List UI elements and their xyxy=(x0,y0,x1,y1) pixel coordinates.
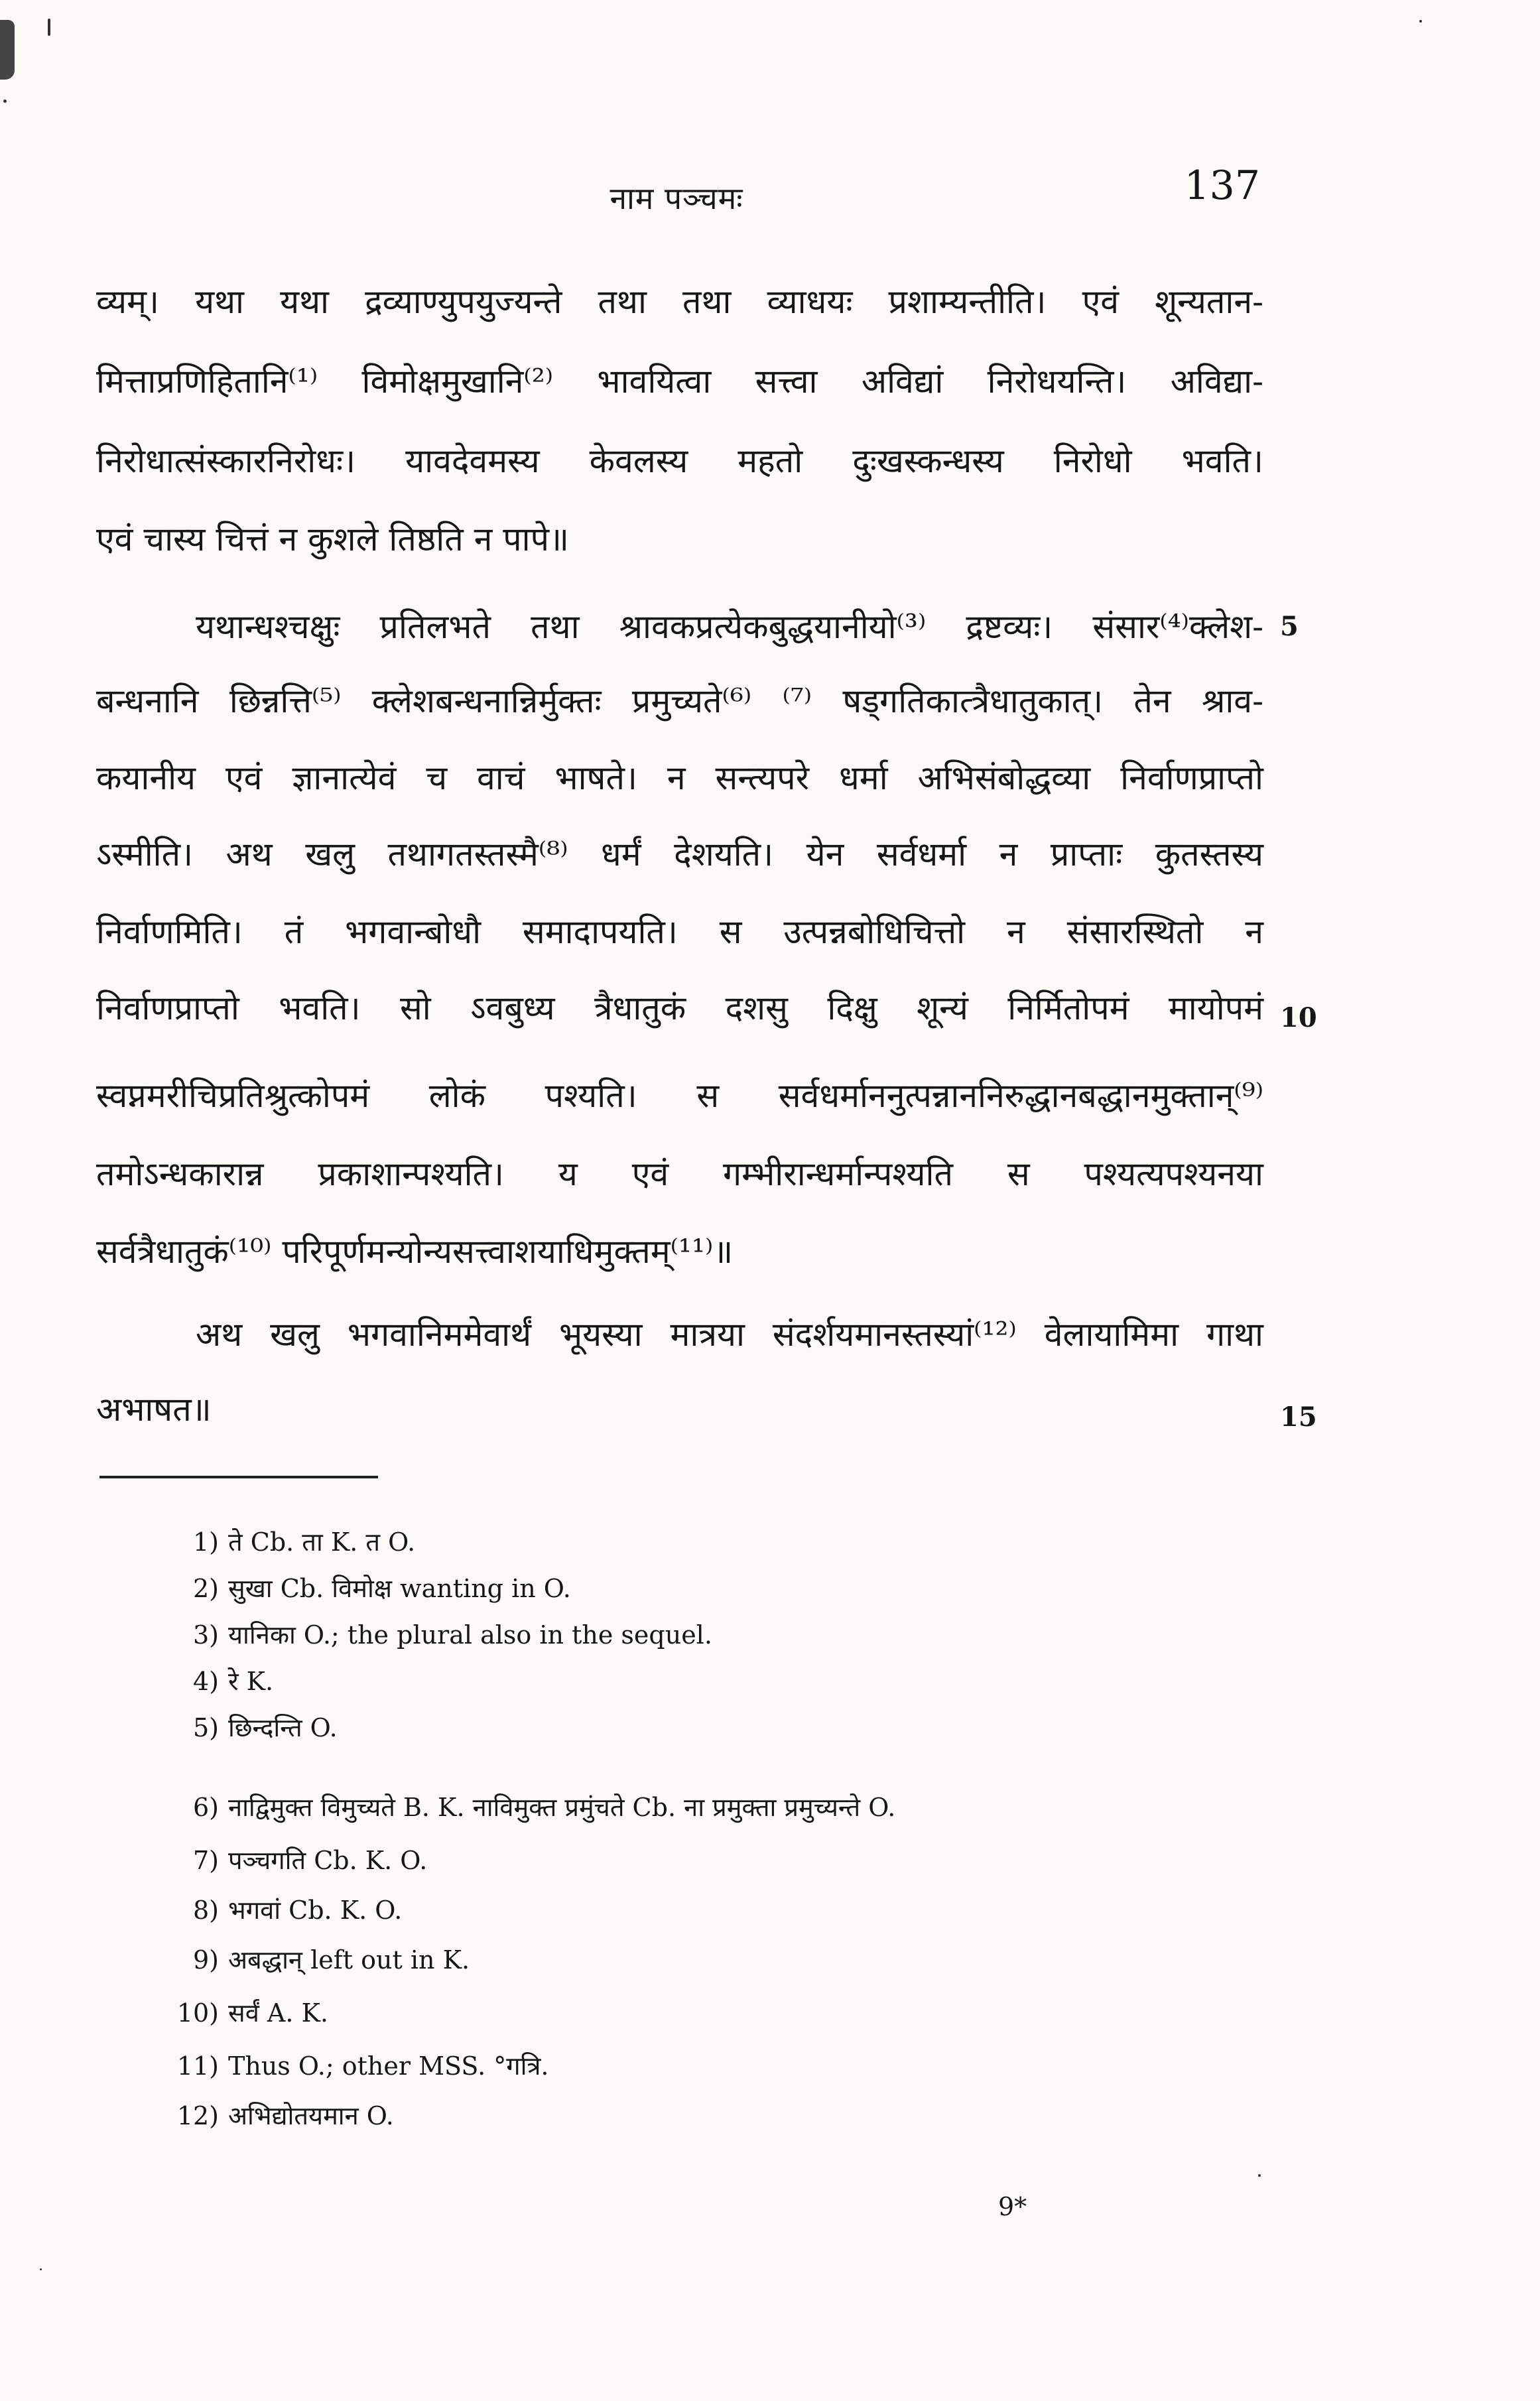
body-line: तमोऽन्धकारान्न प्रकाशान्पश्यति। य एवं गम्भीरान्धर्मान्पश्यति स पश्यत्यपश्यनया xyxy=(96,1155,1263,1193)
footnote-text: नाद्विमुक्त विमुच्यते B. K. नाविमुक्त प्रमुंचते Cb. ना प्रमुक्ता प्रमुच्यन्ते O. xyxy=(228,1793,896,1822)
line-number: 5 xyxy=(1280,611,1299,642)
body-line: ऽस्मीति। अथ खलु तथागतस्तस्मै⁽⁸⁾ धर्मं देशयति। येन सर्वधर्मा न प्राप्ताः कुतस्तस्य xyxy=(96,835,1263,874)
footnote-text: अबद्धान् left out in K. xyxy=(228,1945,470,1975)
page-number: 137 xyxy=(1184,162,1260,209)
line-number: 10 xyxy=(1280,1002,1317,1033)
footnote-number: 4) xyxy=(192,1667,219,1696)
body-line: निर्वाणप्राप्तो भवति। सो ऽवबुध्य त्रैधातुकं दशसु दिक्षु शून्यं निर्मितोपमं मायोपमं xyxy=(96,989,1263,1027)
footnote-number: 7) xyxy=(192,1846,219,1875)
line-number: 15 xyxy=(1280,1401,1317,1433)
footnote xyxy=(166,1990,1293,2036)
footnote-text: सर्वं A. K. xyxy=(228,1998,328,2028)
footnote-number: 8) xyxy=(192,1896,219,1925)
footnote-text: सुखा Cb. विमोक्ष wanting in O. xyxy=(228,1574,571,1603)
footnote xyxy=(166,1784,1293,1831)
scan-artifact xyxy=(40,2268,42,2270)
footnote xyxy=(166,1837,1293,1884)
footnote-number: 5) xyxy=(192,1713,219,1742)
footnote-rule xyxy=(99,1476,378,1478)
footnote-text: पञ्चगति Cb. K. O. xyxy=(228,1846,428,1875)
body-line: सर्वत्रैधातुकं⁽¹⁰⁾ परिपूर्णमन्योन्यसत्त्वाशयाधिमुक्तम्⁽¹¹⁾॥ xyxy=(96,1232,734,1271)
footnote-number: 11) xyxy=(176,2051,219,2081)
body-line: यथान्धश्चक्षुः प्रतिलभते तथा श्रावकप्रत्येकबुद्धयानीयो⁽³⁾ द्रष्टव्यः। संसार⁽⁴⁾क्लेश- xyxy=(196,608,1263,646)
footnote-text: Thus O.; other MSS. °गत्रि. xyxy=(228,2051,549,2081)
footnote-number: 1) xyxy=(192,1527,219,1557)
footnote xyxy=(166,1565,1293,1612)
scan-artifact xyxy=(48,19,50,36)
body-line: निर्वाणमिति। तं भगवान्बोधौ समादापयति। स उत्पन्नबोधिचित्तो न संसारस्थितो न xyxy=(96,913,1263,951)
footnote-text: यानिका O.; the plural also in the sequel. xyxy=(228,1620,712,1650)
footnote-text: अभिद्योतयमान O. xyxy=(228,2101,394,2130)
scan-artifact xyxy=(3,99,7,103)
footnote-number: 3) xyxy=(192,1620,219,1650)
footnote-text: रे K. xyxy=(228,1667,274,1696)
body-line: निरोधात्संस्कारनिरोधः। यावदेवमस्य केवलस्य महतो दुःखस्कन्धस्य निरोधो भवति। xyxy=(96,442,1263,480)
body-line: कयानीय एवं ज्ञानात्येवं च वाचं भाषते। न सन्त्यपरे धर्मा अभिसंबोद्धव्या निर्वाणप्राप्तो xyxy=(96,759,1263,797)
footnote-text: ते Cb. ता K. त O. xyxy=(228,1527,416,1557)
body-line: अथ खलु भगवानिममेवार्थं भूयस्या मात्रया संदर्शयमानस्तस्यां⁽¹²⁾ वेलायामिमा गाथा xyxy=(196,1315,1263,1354)
page-header xyxy=(93,162,1260,235)
body-line: अभाषत॥ xyxy=(96,1390,212,1429)
footnote-number: 6) xyxy=(192,1793,219,1822)
scan-artifact xyxy=(1419,20,1422,23)
footnote xyxy=(166,2093,1293,2139)
footnote-text: छिन्दन्ति O. xyxy=(228,1713,338,1742)
footnote-number: 12) xyxy=(176,2101,219,2130)
footnote-text: भगवां Cb. K. O. xyxy=(228,1896,403,1925)
running-title: नाम पञ्चमः xyxy=(610,180,743,216)
footnote xyxy=(166,1937,1293,1983)
footnote xyxy=(166,2043,1293,2089)
footnote-number: 10) xyxy=(176,1998,219,2028)
footnote xyxy=(166,1519,1293,1565)
signature-mark: 9* xyxy=(998,2192,1027,2221)
body-line: मित्ताप्रणिहितानि⁽¹⁾ विमोक्षमुखानि⁽²⁾ भावयित्वा सत्त्वा अविद्यां निरोधयन्ति। अविद्या- xyxy=(96,362,1263,401)
footnote xyxy=(166,1612,1293,1658)
body-line: एवं चास्य चित्तं न कुशले तिष्ठति न पापे॥ xyxy=(96,520,569,558)
footnote xyxy=(166,1658,1293,1705)
body-line: स्वप्नमरीचिप्रतिश्रुत्कोपमं लोकं पश्यति। स सर्वधर्माननुत्पन्नाननिरुद्धानबद्धानमुक्तान्⁽⁹⁾ xyxy=(96,1076,1263,1115)
body-line: बन्धनानि छिन्नत्ति⁽⁵⁾ क्लेशबन्धनान्निर्मुक्तः प्रमुच्यते⁽⁶⁾ ⁽⁷⁾ षड्गतिकात्त्रैधातुकात्। तेन श्राव- xyxy=(96,682,1263,720)
scan-artifact xyxy=(1258,2174,1261,2177)
footnote-number: 2) xyxy=(192,1574,219,1603)
footnote-number: 9) xyxy=(192,1945,219,1975)
footnote xyxy=(166,1887,1293,1933)
body-line: व्यम्। यथा यथा द्रव्याण्युपयुज्यन्ते तथा तथा व्याधयः प्रशाम्यन्तीति। एवं शून्यतान- xyxy=(96,283,1263,321)
scan-artifact xyxy=(0,20,15,80)
footnote xyxy=(166,1705,1293,1751)
